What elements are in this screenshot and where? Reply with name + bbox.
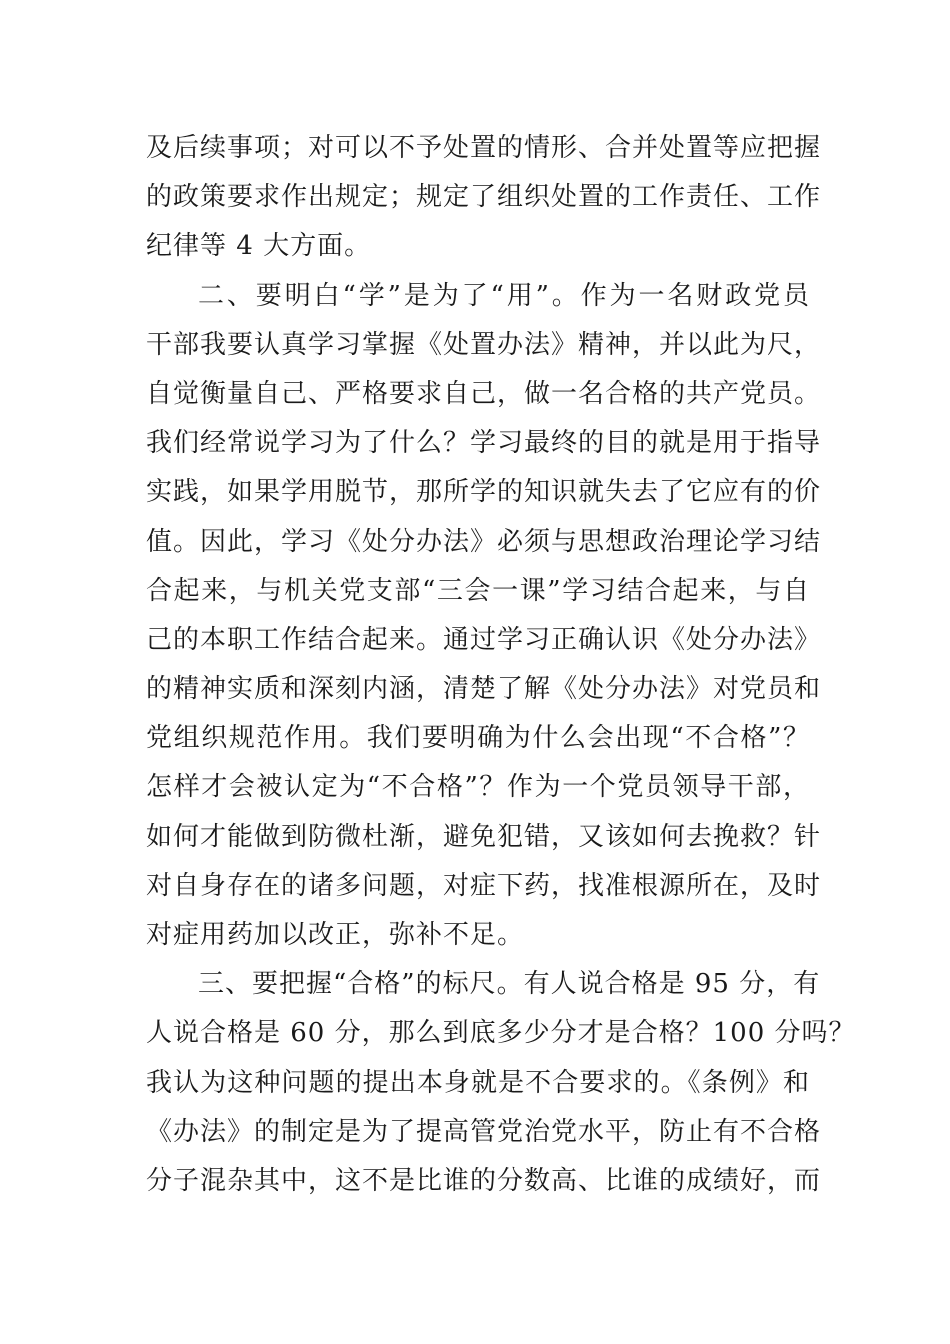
text-line: 的精神实质和深刻内涵，清楚了解《处分办法》对党员和 (146, 674, 822, 705)
text-line: 三、要把握“合格”的标尺。有人说合格是 95 分，有 (198, 969, 821, 1000)
text-line: 干部我要认真学习掌握《处置办法》精神，并以此为尺， (146, 329, 822, 360)
text-line: 己的本职工作结合起来。通过学习正确认识《处分办法》 (146, 624, 822, 655)
text-line: 纪律等 4 大方面。 (146, 231, 372, 262)
text-line: 如何才能做到防微杜渐，避免犯错，又该如何去挽救？针 (146, 821, 822, 852)
text-line: 的政策要求作出规定；规定了组织处置的工作责任、工作 (146, 182, 822, 213)
text-line: 合起来，与机关党支部“三会一课”学习结合起来，与自 (146, 575, 810, 606)
text-line: 分子混杂其中，这不是比谁的分数高、比谁的成绩好，而 (146, 1165, 822, 1196)
text-line: 对症用药加以改正，弥补不足。 (146, 920, 525, 950)
text-line: 党组织规范作用。我们要明确为什么会出现“不合格”？ (146, 723, 810, 754)
text-line: 对自身存在的诸多问题，对症下药，找准根源所在，及时 (146, 870, 822, 901)
text-line: 自觉衡量自己、严格要求自己，做一名合格的共产党员。 (146, 378, 822, 409)
text-line: 及后续事项；对可以不予处置的情形、合并处置等应把握 (146, 133, 822, 163)
text-line: 值。因此，学习《处分办法》必须与思想政治理论学习结 (146, 526, 822, 557)
text-line: 人说合格是 60 分，那么到底多少分才是合格？100 分吗？ (146, 1018, 856, 1049)
text-line: 《办法》的制定是为了提高管党治党水平，防止有不合格 (146, 1116, 822, 1147)
document-body (146, 124, 856, 1206)
text-line: 怎样才会被认定为“不合格”？作为一个党员领导干部， (146, 772, 810, 803)
text-line: 我认为这种问题的提出本身就是不合要求的。《条例》和 (146, 1067, 810, 1098)
text-line: 实践，如果学用脱节，那所学的知识就失去了它应有的价 (146, 477, 822, 508)
text-line: 二、要明白“学”是为了“用”。作为一名财政党员 (198, 280, 810, 311)
text-line: 我们经常说学习为了什么？学习最终的目的就是用于指导 (146, 428, 822, 459)
